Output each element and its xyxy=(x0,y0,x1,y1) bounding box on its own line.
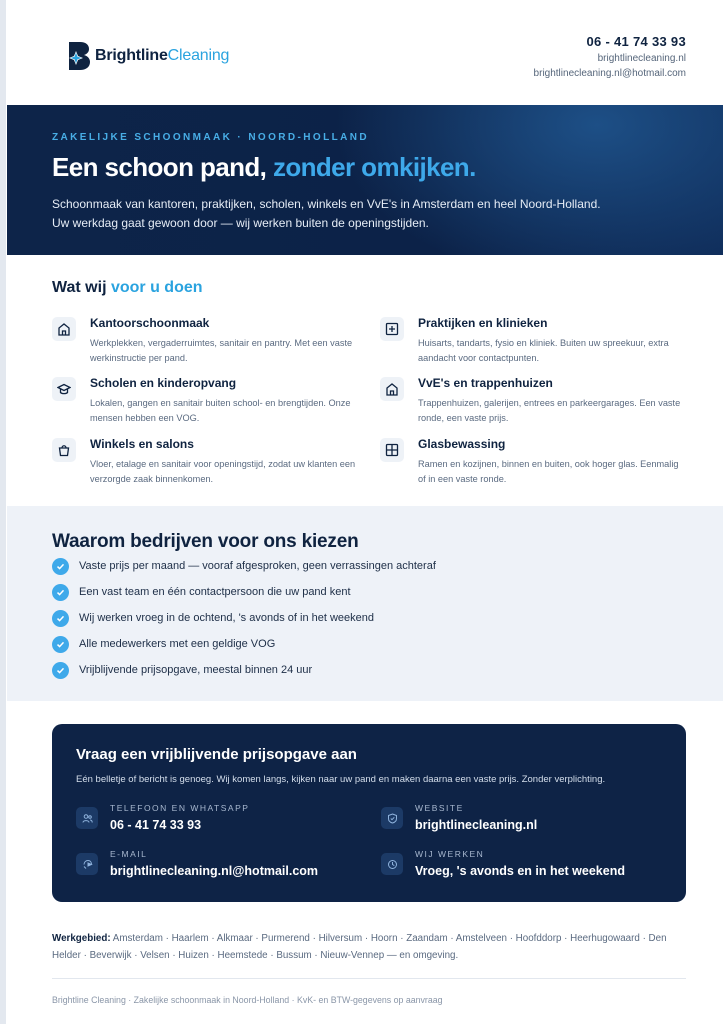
brand-logo xyxy=(66,40,229,72)
check-icon xyxy=(52,610,69,627)
footer-divider xyxy=(52,978,686,979)
window-icon xyxy=(380,438,404,462)
service-area-list: Amsterdam · Haarlem · Alkmaar · Purmerend · Hilversum · Hoorn · Zaandam · Amstelveen · Hoofddorp · Heerhugowaard · Den Helder · Beverwijk · Velsen · Huizen · Heemstede · Bussum · Nieuw-Vennep — en omgeving. xyxy=(52,933,667,961)
hero-text: Schoonmaak van kantoren, praktijken, scholen, winkels en VvE's in Amsterdam en heel Noord-Holland. Uw werkdag gaat gewoon door — wij werken buiten de openingstijden. xyxy=(52,197,601,230)
service-title: VvE's en trappenhuizen xyxy=(418,376,553,390)
check-icon xyxy=(52,558,69,575)
footer-text: Brightline Cleaning · Zakelijke schoonmaak in Noord-Holland · KvK- en BTW-gegevens op aanvraag xyxy=(52,995,443,1005)
users-icon xyxy=(76,807,98,829)
check-icon xyxy=(52,636,69,653)
why-us-item: Vaste prijs per maand — vooraf afgesproken, geen verrassingen achteraf xyxy=(52,557,436,575)
clock-icon xyxy=(381,853,403,875)
page-header xyxy=(0,0,723,105)
brand-name: BrightlineCleaning xyxy=(95,47,230,64)
logo-mark-icon xyxy=(66,40,92,72)
cta-text: Eén belletje of bericht is genoeg. Wij komen langs, kijken naar uw pand en maken daarna een vaste prijs. Zonder verplichting. xyxy=(76,774,606,785)
header-phone[interactable]: 06 - 41 74 33 93 xyxy=(586,34,686,49)
building-icon xyxy=(52,317,76,341)
medical-cross-icon xyxy=(380,317,404,341)
why-us-title: Waarom bedrijven voor ons kiezen xyxy=(52,531,359,552)
header-email[interactable]: brightlinecleaning.nl@hotmail.com xyxy=(533,68,686,79)
graduation-cap-icon xyxy=(52,377,76,401)
why-us-item: Een vast team en één contactpersoon die uw pand kent xyxy=(52,583,351,601)
service-title: Praktijken en klinieken xyxy=(418,316,548,330)
hero-title: Een schoon pand, zonder omkijken. xyxy=(52,152,476,182)
service-title: Glasbewassing xyxy=(418,437,506,451)
header-website[interactable]: brightlinecleaning.nl xyxy=(597,53,686,64)
why-us-item: Alle medewerkers met een geldige VOG xyxy=(52,635,275,653)
service-area-label: Werkgebied: xyxy=(52,933,111,944)
service-title: Winkels en salons xyxy=(90,437,194,451)
service-desc: Trappenhuizen, galerijen, entrees en parkeergarages. Een vaste ronde, een vaste prijs. xyxy=(418,398,681,423)
mail-icon xyxy=(76,853,98,875)
service-title: Kantoorschoonmaak xyxy=(90,316,210,330)
service-desc: Werkplekken, vergaderruimtes, sanitair en pantry. Met een vaste werkinstructie per pand. xyxy=(90,338,353,363)
house-icon xyxy=(380,377,404,401)
services-title: Wat wij voor u doen xyxy=(52,279,203,296)
service-desc: Huisarts, tandarts, fysio en kliniek. Buiten uw spreekuur, extra aandacht voor contactpunten. xyxy=(418,338,669,363)
page-edge-bar xyxy=(0,0,6,1024)
service-title: Scholen en kinderopvang xyxy=(90,376,237,390)
why-us-item: Wij werken vroeg in de ochtend, 's avonds of in het weekend xyxy=(52,609,374,627)
service-area xyxy=(52,930,682,964)
header-contact xyxy=(534,34,686,79)
check-icon xyxy=(52,662,69,679)
service-desc: Vloer, etalage en sanitair voor openingstijd, zodat uw klanten een verzorgde zaak binnenkomen. xyxy=(90,459,356,484)
hero-eyebrow: ZAKELIJKE SCHOONMAAK · NOORD-HOLLAND xyxy=(52,132,369,143)
check-icon xyxy=(52,584,69,601)
why-us-item: Vrijblijvende prijsopgave, meestal binnen 24 uur xyxy=(52,661,312,679)
hero-banner xyxy=(7,105,723,255)
service-desc: Ramen en kozijnen, binnen en buiten, ook hoger glas. Eenmalig of in een vaste ronde. xyxy=(418,459,679,484)
shopping-bag-icon xyxy=(52,438,76,462)
why-us-section xyxy=(7,506,723,701)
service-desc: Lokalen, gangen en sanitair buiten school- en brengtijden. Onze mensen hebben een VOG. xyxy=(90,398,351,423)
cta-title: Vraag een vrijblijvende prijsopgave aan xyxy=(76,746,357,763)
quote-cta-card: Vraag een vrijblijvende prijsopgave aan Eén belletje of bericht is genoeg. Wij komen langs, kijken naar uw pand en maken daarna een vaste prijs. Zonder verplichting. TELEFOON EN WHATSAPP 06 - 41 74 33 93 WEBSITE brightlinecleaning.nl E-MAIL brightlinecleaning.nl@hotmail.com WIJ WERKEN Vroeg, 's avonds en in het weekend xyxy=(52,724,686,902)
shield-icon xyxy=(381,807,403,829)
